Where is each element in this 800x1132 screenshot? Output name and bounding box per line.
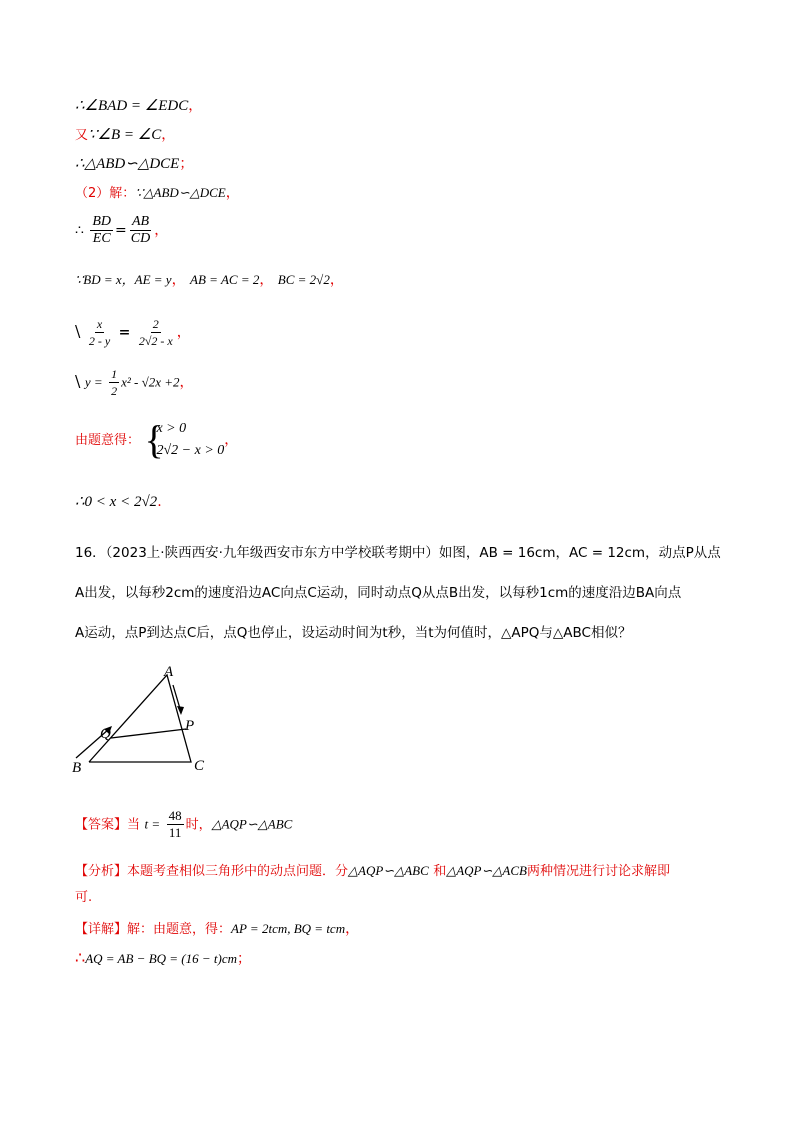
math-expr: ∵△ABD∽△DCE	[135, 185, 226, 200]
proof-line-4	[75, 182, 240, 202]
punct: ，	[224, 432, 239, 448]
math-expr: ∴0 < x < 2√2	[75, 494, 158, 510]
lead-sign: \	[75, 371, 81, 391]
denominator: CD	[130, 231, 151, 246]
denominator: 2√2 - x	[138, 334, 173, 348]
proof-line-3	[75, 153, 193, 173]
analysis-text: 两种情况进行讨论求解即	[526, 864, 670, 879]
fraction	[90, 214, 113, 247]
math-expr: △AQP∽△ACB	[446, 863, 527, 878]
math-expr: △AQP∽△ABC	[211, 816, 293, 832]
math-expr: AP = 2tcm, BQ = tcm	[231, 921, 346, 936]
detail-line-1	[75, 918, 359, 938]
analysis-tag: 【分析】	[75, 864, 128, 879]
label-c: C	[194, 758, 205, 774]
math-expr: ∵BD = x，AE = y	[75, 272, 172, 287]
math-expr: x² - √2x +2	[121, 374, 180, 390]
analysis-text: 和	[433, 864, 447, 879]
analysis-line-1	[75, 860, 670, 879]
analysis-line-2	[75, 886, 92, 905]
denominator: 2	[111, 384, 118, 398]
punct: ；	[179, 156, 194, 172]
equals-sign: =	[118, 324, 131, 341]
triangle-figure	[60, 660, 230, 780]
text-prefix: 由题意得：	[75, 433, 141, 448]
proof-line-9	[75, 418, 238, 462]
fraction	[87, 316, 112, 349]
equals-sign: =	[115, 222, 127, 239]
punct: ，	[345, 921, 360, 937]
punct: ，	[188, 98, 203, 114]
numerator: 1	[111, 367, 118, 381]
punct: ，	[154, 222, 169, 239]
proof-line-5	[75, 214, 168, 247]
problem-line: 16．（2023上·陕西西安·九年级西安市东方中学校联考期中）如图，AB = 16cm，AC = 12cm，动点P从点	[75, 545, 721, 561]
numerator: 2	[152, 317, 159, 331]
math-expr: ∵∠B = ∠C	[88, 127, 162, 143]
math-expr: t =	[144, 816, 161, 832]
text-prefix: （2）解：	[75, 186, 136, 201]
label-p: P	[185, 718, 195, 734]
text-prefix: 又	[75, 128, 89, 143]
detail-text: 解：由题意，得：	[127, 922, 232, 937]
fraction	[129, 214, 152, 247]
problem-line: A运动，点P到达点C后，点Q也停止，设运动时间为t秒，当t为何值时，△APQ与△ABC相似？	[75, 625, 632, 641]
punct: .	[157, 494, 162, 510]
therefore-sign: ∴	[75, 222, 84, 239]
therefore-sign: ∴	[75, 948, 86, 967]
label-q: Q	[100, 726, 111, 742]
proof-line-2	[75, 124, 175, 144]
punct: ，	[225, 185, 240, 201]
fraction	[137, 316, 175, 349]
label-a: A	[164, 664, 174, 680]
answer-text: 时，	[185, 817, 212, 833]
label-b: B	[72, 760, 82, 776]
math-expr: AB = AC = 2	[190, 272, 260, 287]
analysis-text: 本题考查相似三角形中的动点问题．分	[127, 864, 349, 879]
denominator: 2 - y	[88, 334, 111, 348]
math-expr: y =	[84, 374, 103, 390]
math-expr: ∴∠BAD = ∠EDC	[75, 98, 189, 114]
proof-line-6	[75, 269, 344, 289]
punct: ，	[259, 272, 274, 288]
punct: ，	[179, 374, 194, 391]
proof-line-1	[75, 95, 202, 115]
proof-line-7	[75, 316, 191, 349]
numerator: AB	[131, 214, 150, 229]
punct: ；	[237, 951, 252, 967]
denominator: 11	[168, 825, 182, 840]
punct: ，	[329, 272, 344, 288]
proof-line-8	[75, 366, 194, 399]
system-row: { x > 0	[156, 421, 187, 436]
system-row: 2√2 − x > 0	[156, 443, 225, 458]
analysis-text: 可.	[75, 890, 93, 905]
lead-sign: \	[75, 321, 81, 341]
fraction	[109, 366, 119, 399]
answer-text: 当	[127, 817, 141, 833]
punct: ，	[176, 324, 191, 341]
detail-tag: 【详解】	[75, 922, 128, 937]
punct: ，	[171, 272, 186, 288]
answer-line	[75, 808, 292, 841]
numerator: BD	[92, 214, 112, 229]
punct: ，	[161, 127, 176, 143]
math-expr: AQ = AB − BQ = (16 − t)cm	[85, 951, 238, 966]
segment-pq	[111, 729, 186, 738]
math-expr: △AQP∽△ABC	[348, 863, 429, 878]
numerator: 48	[168, 808, 182, 823]
math-expr: ∴△ABD∽△DCE	[75, 156, 180, 172]
numerator: x	[96, 317, 103, 331]
inequality-system	[144, 418, 224, 462]
triangle-abc	[89, 675, 191, 762]
proof-line-10	[75, 492, 162, 511]
problem-line: A出发，以每秒2cm的速度沿边AC向点C运动，同时动点Q从点B出发，以每秒1cm的速度沿边BA向点	[75, 585, 682, 601]
answer-tag: 【答案】	[75, 817, 128, 833]
detail-line-2	[75, 948, 251, 968]
math-expr: BC = 2√2	[277, 272, 330, 287]
problem-16	[75, 536, 735, 650]
denominator: EC	[92, 231, 111, 246]
fraction	[167, 808, 184, 841]
